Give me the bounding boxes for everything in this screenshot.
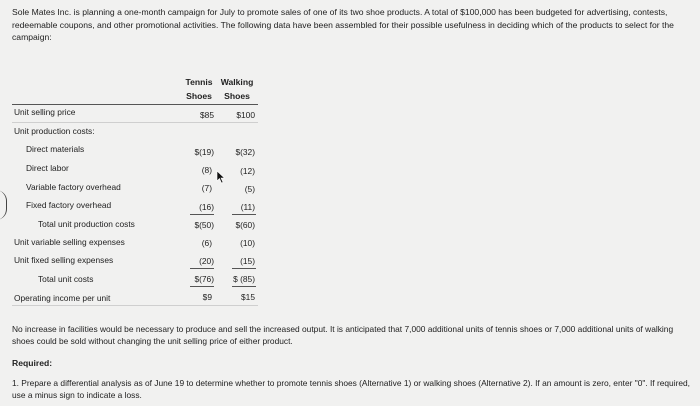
- subtotal-rule-walking: [232, 214, 256, 215]
- note-paragraph: No increase in facilities would be necessary to produce and sell the increased output. It is anticipated that 7,000 additional units of tennis shoes or 7,000 additional units of walking shoes could be sold without changing the unit selling price of either product.: [12, 324, 674, 346]
- income-rule-walking: [232, 286, 256, 287]
- required-heading: Required:: [12, 358, 53, 368]
- cell-walking-unit-fixed-selling-expenses: (15): [240, 256, 255, 266]
- cell-walking-operating-income-per-unit: $15: [241, 292, 255, 302]
- tennis-header-line2: Shoes: [186, 91, 212, 101]
- row-label-fixed-factory-overhead: Fixed factory overhead: [26, 200, 112, 210]
- cell-tennis-total-unit-production-costs: $(50): [194, 220, 214, 230]
- question-1-text: 1. Prepare a differential analysis as of June 19 to determine whether to promote tennis shoes (Alternative 1) or walking shoes (Alternative 2). If an amount is zero, enter "0". If required, use a minus sign to indicate a loss.: [12, 378, 691, 400]
- row-label-variable-factory-overhead: Variable factory overhead: [26, 182, 121, 192]
- cell-tennis-total-unit-costs: $(76): [194, 274, 214, 284]
- total-rule-tennis: [190, 268, 214, 269]
- header-rule: [12, 104, 258, 105]
- income-rule-tennis: [190, 286, 214, 287]
- tennis-header-line1: Tennis: [185, 77, 213, 87]
- cell-tennis-direct-labor: (8): [201, 165, 212, 175]
- row-label-unit-selling-price: Unit selling price: [14, 107, 76, 117]
- row-label-unit-variable-selling-expenses: Unit variable selling expenses: [14, 237, 125, 247]
- walking-header-line1: Walking: [220, 77, 254, 87]
- row-separator-bottom: [12, 305, 258, 306]
- cell-walking-direct-materials: $(32): [235, 147, 255, 157]
- cell-walking-unit-variable-selling-expenses: (10): [240, 238, 255, 248]
- cell-tennis-unit-fixed-selling-expenses: (20): [199, 256, 214, 266]
- cell-tennis-unit-variable-selling-expenses: (6): [201, 238, 212, 248]
- cell-walking-total-unit-production-costs: $(60): [235, 220, 255, 230]
- row-label-operating-income-per-unit: Operating income per unit: [14, 293, 111, 303]
- cell-walking-fixed-factory-overhead: (11): [240, 202, 255, 212]
- page-edge-mark: [0, 190, 7, 220]
- cell-tennis-direct-materials: $(19): [194, 147, 214, 157]
- row-label-direct-labor: Direct labor: [26, 163, 69, 173]
- row-label-direct-materials: Direct materials: [26, 144, 85, 154]
- cell-walking-total-unit-costs: $ (85): [233, 274, 255, 284]
- intro-paragraph: Sole Mates Inc. is planning a one-month campaign for July to promote sales of one of its two shoe products. A total of $100,000 has been budgeted for advertising, contests, redeemable coupons, and other promotional activities. The following data have been assembled for their possible usefulness in deciding which of the products to select for the campaign:: [12, 7, 674, 42]
- row-label-total-unit-costs: Total unit costs: [38, 274, 94, 284]
- row-label-unit-fixed-selling-expenses: Unit fixed selling expenses: [14, 255, 114, 265]
- row-separator: [12, 122, 258, 123]
- subtotal-rule-tennis: [190, 214, 214, 215]
- cell-walking-unit-selling-price: $100: [236, 110, 255, 120]
- cell-tennis-variable-factory-overhead: (7): [201, 183, 212, 193]
- cell-tennis-operating-income-per-unit: $9: [202, 292, 212, 302]
- row-label-unit-production-costs: Unit production costs:: [14, 126, 95, 136]
- total-rule-walking: [232, 268, 256, 269]
- cell-walking-variable-factory-overhead: (5): [244, 184, 255, 194]
- cell-tennis-fixed-factory-overhead: (16): [199, 202, 214, 212]
- row-label-total-unit-production-costs: Total unit production costs: [38, 219, 135, 229]
- mouse-pointer-icon: [216, 170, 226, 184]
- walking-header-line2: Shoes: [224, 91, 250, 101]
- cell-walking-direct-labor: (12): [240, 166, 255, 176]
- cell-tennis-unit-selling-price: $85: [200, 110, 214, 120]
